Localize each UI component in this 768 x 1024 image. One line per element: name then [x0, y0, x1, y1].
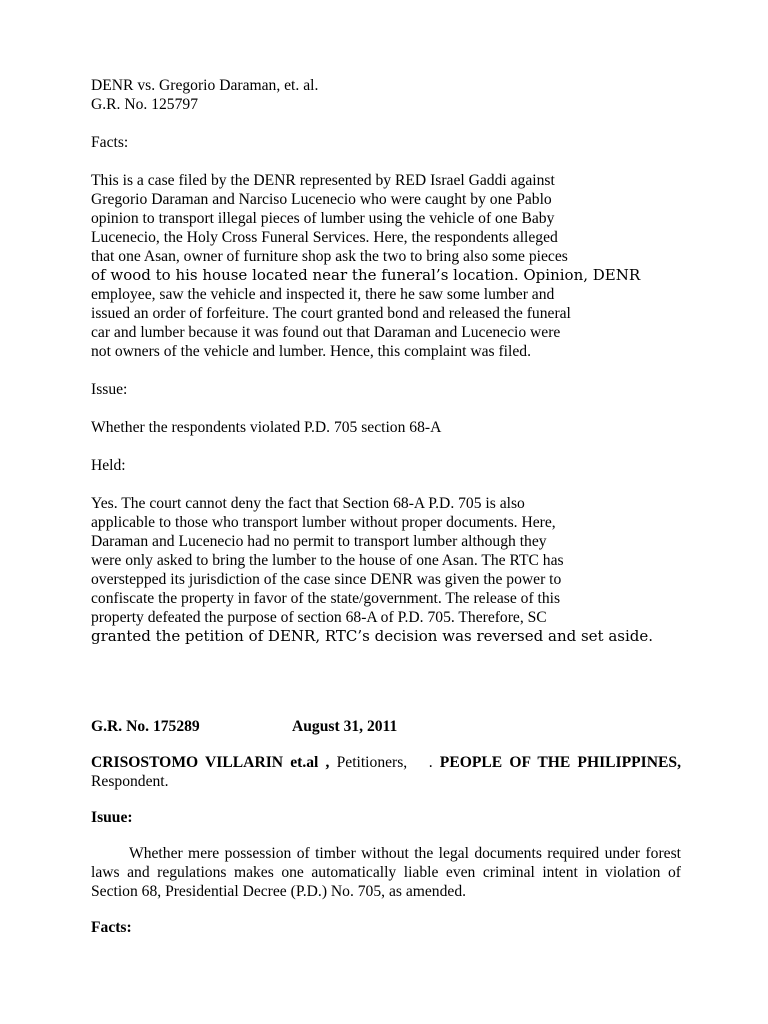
case1-facts-heading: Facts: [91, 134, 129, 151]
case1-issue-heading: Issue: [91, 381, 128, 398]
case2-caption [91, 753, 681, 791]
respondent-name-line2: PHILIPPINES, [577, 754, 681, 771]
text-line: Gregorio Daraman and Narciso Lucenecio who were caught by one Pablo [91, 191, 552, 208]
case1-title: DENR vs. Gregorio Daraman, et. al. [91, 77, 319, 94]
case1-facts-paragraph [91, 171, 681, 361]
petitioners-name: CRISOSTOMO VILLARIN et.al , [91, 754, 330, 771]
case2-issue-text: Whether mere possession of timber without the legal documents required under forest laws and regulations makes one automatically liable even criminal intent in violation of Section 68, Presidential Decree (P.D.) No. 705, as amended. [91, 845, 681, 900]
respondent-role: Respondent. [91, 773, 169, 790]
case2-date: August 31, 2011 [292, 718, 398, 735]
case2-facts-heading: Facts: [91, 919, 132, 936]
text-line: car and lumber because it was found out that Daraman and Lucenecio were [91, 324, 561, 341]
text-line: not owners of the vehicle and lumber. Hence, this complaint was filed. [91, 343, 531, 360]
text-line: were only asked to bring the lumber to the house of one Asan. The RTC has [91, 552, 564, 569]
case1-held-heading: Held: [91, 457, 126, 474]
petitioners-role: Petitioners, [336, 754, 408, 771]
text-line: opinion to transport illegal pieces of lumber using the vehicle of one Baby [91, 210, 555, 227]
text-line: applicable to those who transport lumber without proper documents. Here, [91, 514, 556, 531]
case2-gr-number: G.R. No. 175289 [91, 718, 200, 735]
text-line: This is a case filed by the DENR represented by RED Israel Gaddi against [91, 172, 555, 189]
text-line: Lucenecio, the Holy Cross Funeral Services. Here, the respondents alleged [91, 229, 558, 246]
respondent-name-line1: PEOPLE OF THE [439, 754, 571, 771]
case1-gr-number: G.R. No. 125797 [91, 96, 198, 113]
text-line: of wood to his house located near the funeral’s location. Opinion, DENR [91, 266, 641, 284]
text-line: overstepped its jurisdiction of the case since DENR was given the power to [91, 571, 562, 588]
case1-held-paragraph [91, 494, 681, 646]
versus-mark: . [428, 754, 433, 771]
text-line: Yes. The court cannot deny the fact that Section 68-A P.D. 705 is also [91, 495, 525, 512]
case1-issue-text: Whether the respondents violated P.D. 705 section 68-A [91, 419, 442, 436]
text-line: granted the petition of DENR, RTC’s decision was reversed and set aside. [91, 627, 654, 645]
text-line: Daraman and Lucenecio had no permit to transport lumber although they [91, 533, 547, 550]
text-line: property defeated the purpose of section 68-A of P.D. 705. Therefore, SC [91, 609, 547, 626]
text-line: issued an order of forfeiture. The court granted bond and released the funeral [91, 305, 571, 322]
case2-header [91, 717, 681, 736]
text-line: that one Asan, owner of furniture shop ask the two to bring also some pieces [91, 248, 568, 265]
case2-issue-heading: Isuue: [91, 809, 133, 826]
document-page [91, 76, 681, 937]
text-line: employee, saw the vehicle and inspected it, there he saw some lumber and [91, 286, 555, 303]
text-line: confiscate the property in favor of the state/government. The release of this [91, 590, 561, 607]
